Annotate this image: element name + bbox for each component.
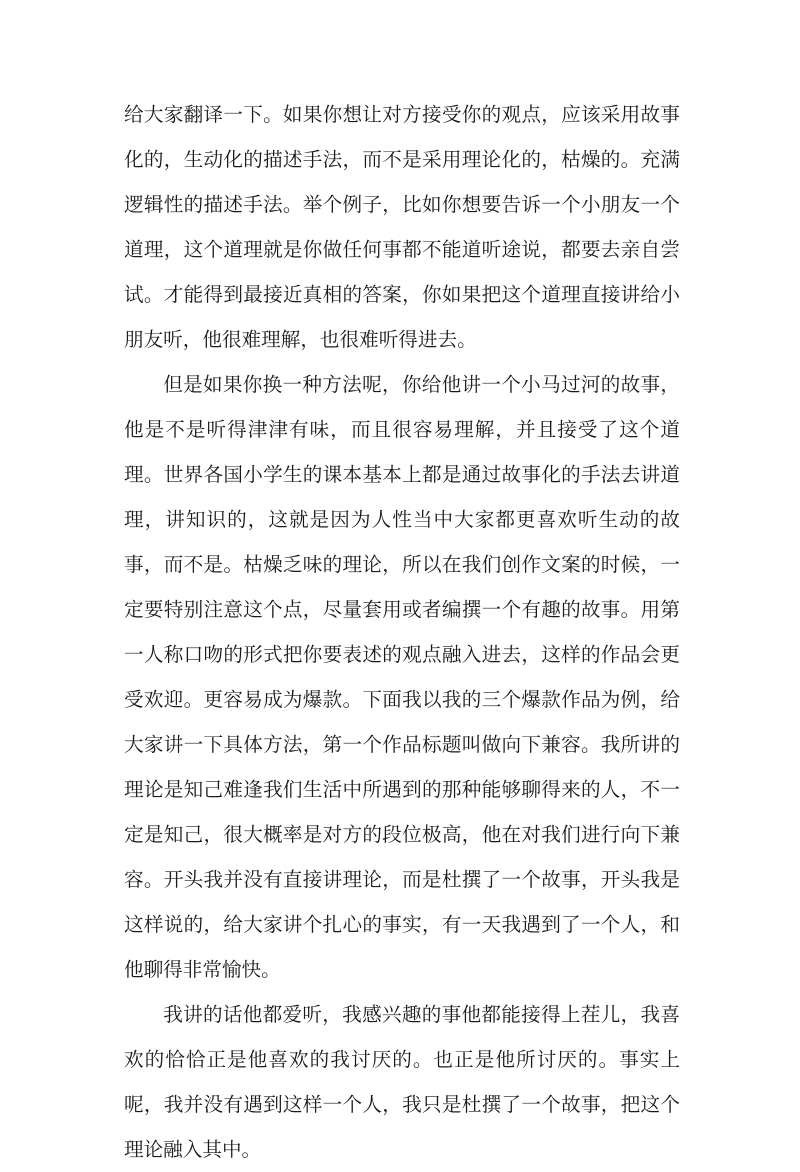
paragraph-1: 给大家翻译一下。如果你想让对方接受你的观点，应该采用故事化的，生动化的描述手法，而不是采用理论化的，枯燥的。充满逻辑性的描述手法。举个例子，比如你想要告诉一个小朋友一个道理，这个道理就是你做任何事都不能道听途说，都要去亲自尝试。才能得到最接近真相的答案，你如果把这个道理直接讲给小朋友听，他很难理解，也很难听得进去。 xyxy=(124,103,680,351)
paragraph-3: 我讲的话他都爱听，我感兴趣的事他都能接得上茬儿，我喜欢的恰恰正是他喜欢的我讨厌的。也正是他所讨厌的。事实上呢，我并没有遇到这样一个人，我只是杜撰了一个故事，把这个理论融入其中。 xyxy=(124,1003,680,1161)
document-page xyxy=(124,92,680,1172)
paragraph-2: 但是如果你换一种方法呢，你给他讲一个小马过河的故事，他是不是听得津津有味，而且很容易理解，并且接受了这个道理。世界各国小学生的课本基本上都是通过故事化的手法去讲道理，讲知识的，这就是因为人性当中大家都更喜欢听生动的故事，而不是。枯燥乏味的理论，所以在我们创作文案的时候，一定要特别注意这个点，尽量套用或者编撰一个有趣的故事。用第一人称口吻的形式把你要表述的观点融入进去，这样的作品会更受欢迎。更容易成为爆款。下面我以我的三个爆款作品为例，给大家讲一下具体方法，第一个作品标题叫做向下兼容。我所讲的理论是知己难逢我们生活中所遇到的那种能够聊得来的人，不一定是知己，很大概率是对方的段位极高，他在对我们进行向下兼容。开头我并没有直接讲理论，而是杜撰了一个故事，开头我是这样说的，给大家讲个扎心的事实，有一天我遇到了一个人，和他聊得非常愉快。 xyxy=(124,373,680,981)
